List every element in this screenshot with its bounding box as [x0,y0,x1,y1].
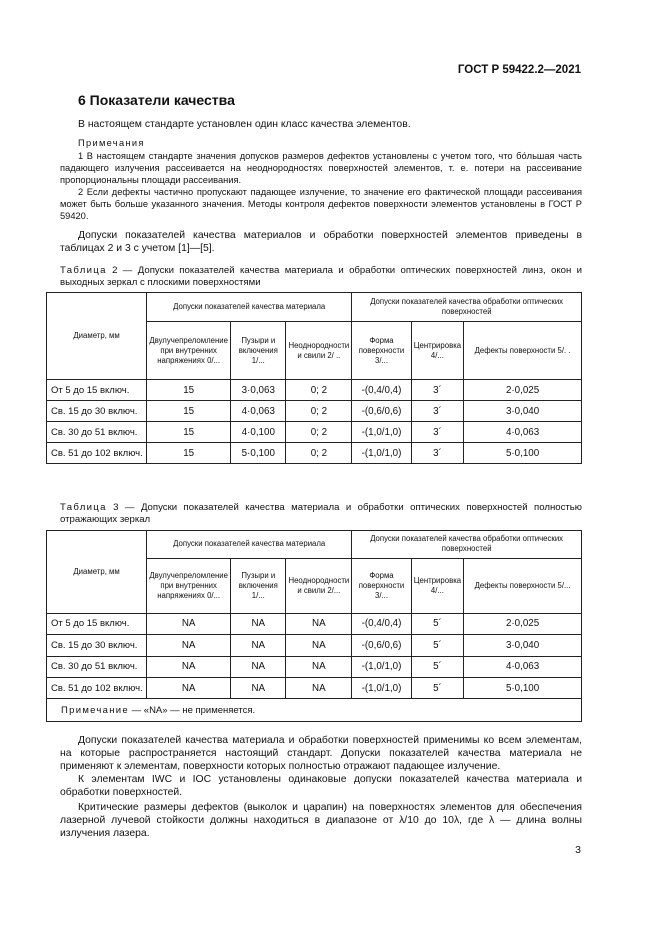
table-note [47,699,582,722]
table-cell: Св. 51 до 102 включ. [47,678,147,699]
table2-caption [60,265,582,289]
page-number: 3 [575,844,581,856]
table3-caption-label: Таблица [60,502,107,513]
table-cell: 3´ [411,443,463,464]
table-cell: -(1,0/1,0) [352,656,411,677]
table-cell: 4·0,063 [231,401,286,422]
table-3 [46,530,582,722]
table-row [47,380,582,401]
header-material-group: Допуски показателей качества материала [147,531,352,559]
intro-paragraph: В настоящем стандарте установлен один класс качества элементов. [78,119,411,130]
table-cell: NA [286,678,352,699]
table-cell: 2·0,025 [464,380,582,401]
paragraph-critical-sizes: Критические размеры дефектов (выколок и царапин) на поверхностях элементов для обеспечения лазерной лучевой стойкости должны находиться в диапазоне от λ/10 до 10λ, где λ — длина волны излучения лазера. [60,802,582,839]
table-2 [46,292,582,464]
table-cell: Св. 15 до 30 включ. [47,401,147,422]
table-cell: 5´ [411,656,463,677]
table-cell: 5´ [411,678,463,699]
table-cell: NA [286,613,352,634]
tables-reference-paragraph: Допуски показателей качества материалов и обработки поверхностей элементов приведены в таблицах 2 и 3 с учетом [1]—[5]. [60,230,582,254]
table-cell: Св. 15 до 30 включ. [47,635,147,656]
table-row [47,635,582,656]
table-cell: 3´ [411,380,463,401]
paragraph-iwc-ioc: К элементам IWC и IOC установлены одинаковые допуски показателей качества материала и обработки поверхностей. [60,774,582,798]
header-surface-defects: Дефекты поверхности 5/... [464,558,582,613]
header-diameter: Диаметр, мм [47,293,147,380]
header-surface-group: Допуски показателей качества обработки оптических поверхностей [352,293,582,322]
table-cell: Св. 30 до 51 включ. [47,656,147,677]
table2-caption-text: 2 — Допуски показателей качества материала и обработки оптических поверхностей линз, окон и выходных зеркал с плоскими поверхностями [60,265,582,288]
table-cell: NA [286,656,352,677]
table-cell: NA [147,656,231,677]
header-surface-defects: Дефекты поверхности 5/. . [464,322,582,380]
table-cell: 5´ [411,635,463,656]
header-inhomogeneity: Неоднородности и свили 2/... [286,558,352,613]
header-bubbles: Пузыри и включения 1/... [231,322,286,380]
table-cell: 0; 2 [286,401,352,422]
table-cell: NA [147,613,231,634]
table-cell: NA [231,678,286,699]
table-note-text: — «NA» — не применяется. [131,704,256,716]
table-cell: Св. 51 до 102 включ. [47,443,147,464]
header-surface-form: Форма поверхности 3/... [352,558,411,613]
table-cell: 4·0,063 [464,656,582,677]
header-centering: Центрировка 4/... [411,558,463,613]
table-cell: 3·0,063 [231,380,286,401]
table-cell: 0; 2 [286,443,352,464]
table3-caption-text: 3 — Допуски показателей качества материала и обработки оптических поверхностей полностью отражающих зеркал [60,502,582,525]
table-cell: 15 [147,401,231,422]
header-material-group: Допуски показателей качества материала [147,293,352,322]
table-cell: 5´ [411,613,463,634]
table-cell: -(1,0/1,0) [352,678,411,699]
table-cell: 15 [147,422,231,443]
table-cell: 3·0,040 [464,401,582,422]
table-cell: 5·0,100 [464,443,582,464]
table-cell: 0; 2 [286,422,352,443]
table-cell: 2·0,025 [464,613,582,634]
table-cell: -(0,4/0,4) [352,380,411,401]
table-cell: -(1,0/1,0) [352,443,411,464]
table2-caption-label: Таблица [60,265,107,276]
table-cell: NA [231,613,286,634]
section-title: 6 Показатели качества [78,92,235,108]
header-inhomogeneity: Неоднородности и свили 2/ .. [286,322,352,380]
table-cell: NA [231,656,286,677]
table-cell: 3·0,040 [464,635,582,656]
table-note-label: Примечание [61,704,129,716]
header-diameter: Диаметр, мм [47,531,147,614]
table-row [47,613,582,634]
table-row [47,401,582,422]
table-row [47,656,582,677]
table-cell: 15 [147,380,231,401]
header-centering: Центрировка 4/... [411,322,463,380]
table-row [47,443,582,464]
table-cell: -(0,6/0,6) [352,635,411,656]
note-1: 1 В настоящем стандарте значения допусков размеров дефектов установлены с учетом того, что бо́льшая часть падающего излучения рассеивается на неоднородностях поверхностей элементов, т. е. потери на рассеивание пропорциональны площади рассеивания. [60,151,582,185]
table-cell: -(0,4/0,4) [352,613,411,634]
table-cell: 4·0,100 [231,422,286,443]
paragraph-applicability: Допуски показателей качества материала и обработки поверхностей применимы ко всем элементам, на которые распространяется настоящий стандарт. Допуски показателей качества материала не применяют к элементам, поверхности которых полностью отражают падающее излучение. [60,735,582,772]
table-cell: 4·0,063 [464,422,582,443]
table-cell: NA [286,635,352,656]
table-cell: От 5 до 15 включ. [47,380,147,401]
note-2: 2 Если дефекты частично пропускают падающее излучение, то значение его фактической площади рассеивания может быть больше указанного значения. Методы контроля дефектов поверхности элементов установлены в ГОСТ Р 59420. [60,187,582,221]
table-cell: -(0,6/0,6) [352,401,411,422]
table-cell: 5·0,100 [231,443,286,464]
table-cell: 15 [147,443,231,464]
table-cell: От 5 до 15 включ. [47,613,147,634]
notes-label: Примечания [78,138,145,148]
table-cell: 0; 2 [286,380,352,401]
table-row [47,422,582,443]
header-surface-group: Допуски показателей качества обработки оптических поверхностей [352,531,582,559]
table-row [47,678,582,699]
table-cell: NA [147,635,231,656]
table-note-row [47,699,582,722]
document-header: ГОСТ Р 59422.2—2021 [457,64,581,76]
header-birefringence: Двулучепреломление при внутренних напряжениях 0/... [147,322,231,380]
header-surface-form: Форма поверхности 3/... [352,322,411,380]
table-cell: NA [231,635,286,656]
table-cell: Св. 30 до 51 включ. [47,422,147,443]
table-cell: 3´ [411,422,463,443]
table-cell: -(1,0/1,0) [352,422,411,443]
table3-caption [60,502,582,526]
table-cell: 5·0,100 [464,678,582,699]
table-cell: 3´ [411,401,463,422]
header-birefringence: Двулучепреломление при внутренних напряжениях 0/... [147,558,231,613]
table-cell: NA [147,678,231,699]
header-bubbles: Пузыри и включения 1/... [231,558,286,613]
